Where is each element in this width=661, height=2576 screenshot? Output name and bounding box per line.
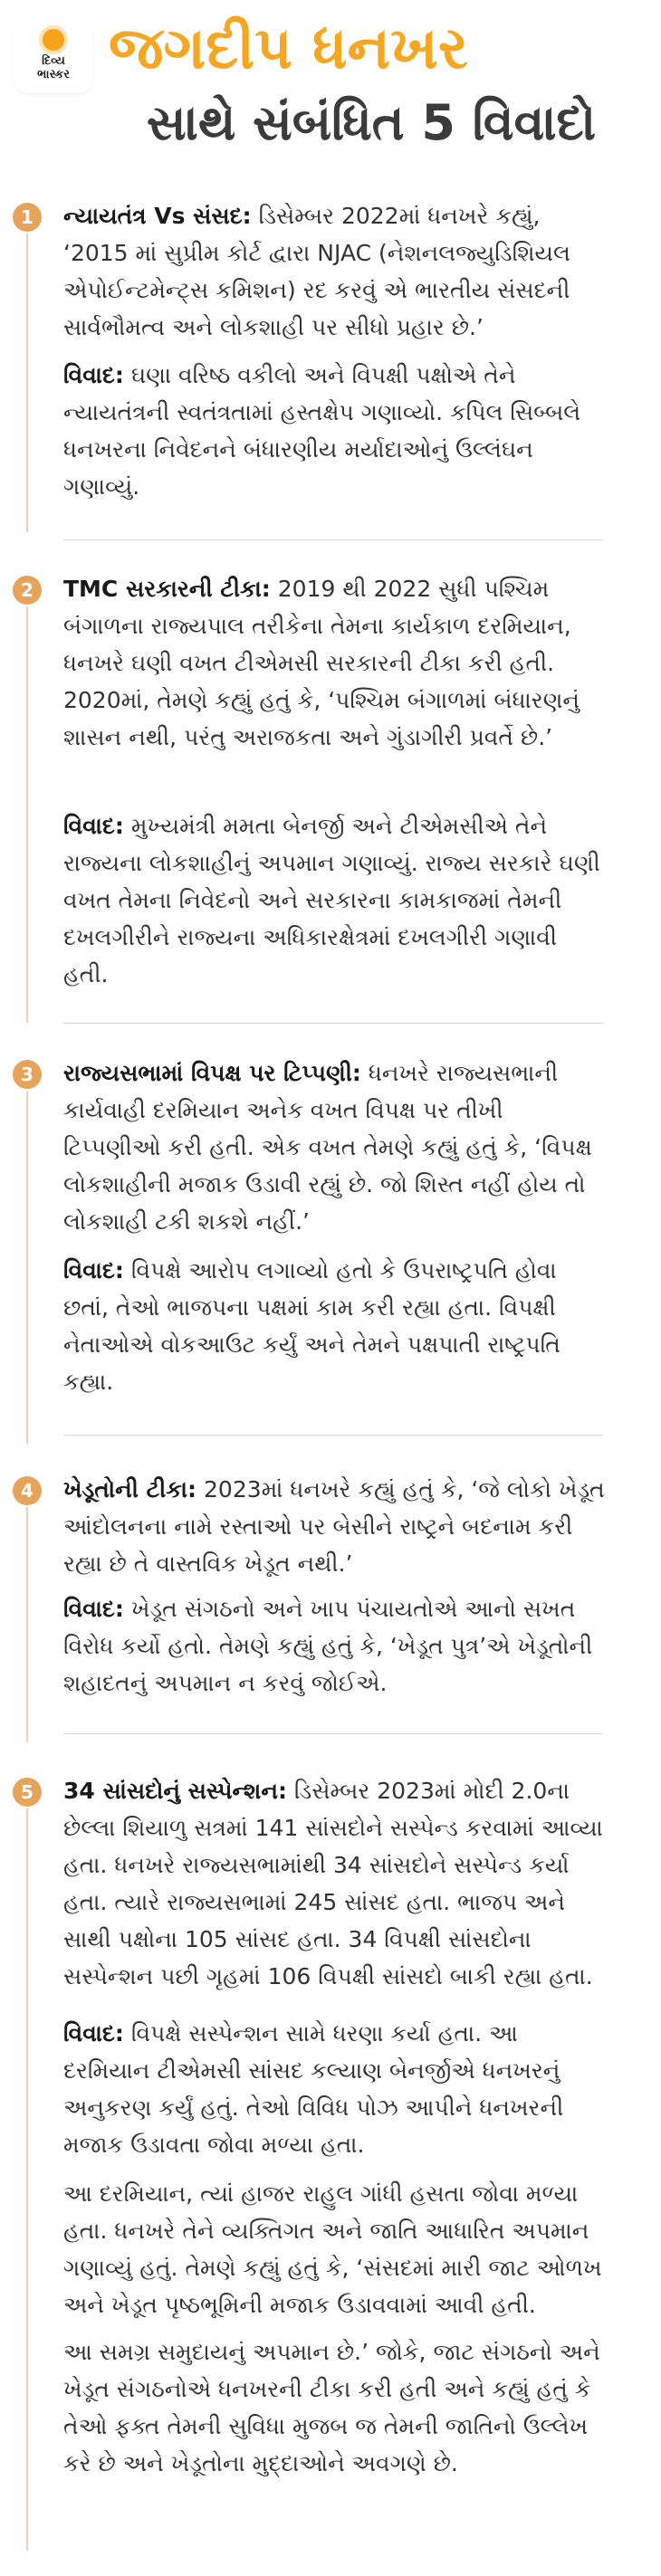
item-number-badge: 2: [13, 576, 42, 605]
dispute-text: વિપક્ષે સસ્પેન્શન સામે ધરણા કર્યા હતા. આ દરમિયાન ટીએમસી સાંસદ કલ્યાણ બેનર્જીએ ધનખરનું અનુકરણ કર્યું હતું. તેઓ વિવિધ પોઝ આપીને ધનખરની મજાક ઉડાવતા જોવા મળ્યા હતા.: [63, 2020, 564, 2158]
item-number-badge: 4: [13, 1476, 42, 1505]
item-text: ડિસેમ્બર 2022માં ધનખરે કહ્યું, ‘2015 માં સુપ્રીમ કોર્ટ દ્વારા NJAC (નેશનલજ્યુડિશિયલ એપોઈન્ટમેન્ટ્સ કમિશન) રદ કરવું એ ભારતીય સંસદની સાર્વભૌમત્વ અને લોકશાહી પર સીધો પ્રહાર છે.’: [63, 203, 570, 340]
item-statement: [63, 1471, 607, 1582]
item-statement: [63, 1772, 607, 1995]
section-divider: [63, 539, 603, 540]
item-number-badge: 3: [13, 1060, 42, 1089]
timeline-line: [26, 234, 28, 532]
brand-logo: [16, 20, 91, 91]
timeline-line: [26, 606, 28, 1023]
controversy-item: [0, 1772, 661, 2560]
page-title: જગદીપ ધનખર: [109, 15, 468, 82]
section-divider: [63, 1733, 603, 1734]
dispute-label: વિવાદ:: [63, 362, 124, 388]
item-extra-paragraph: આ સમગ્ર સમુદાયનું અપમાન છે.’ જોકે, જાટ સંગઠનો અને ખેડૂત સંગઠનોએ ધનખરની ટીકા કરી હતી અને કહ્યું હતું કે તેઓ ફક્ત તેમની સુવિધા મુજબ જ તેમની જાતિનો ઉલ્લેખ કરે છે અને ખેડૂતોના મુદ્દાઓને અવગણે છે.: [63, 2339, 600, 2476]
item-statement: [63, 570, 607, 756]
controversy-item: [0, 197, 661, 532]
section-divider: [63, 1023, 603, 1024]
item-heading: રાજ્યસભામાં વિપક્ષ પર ટિપ્પણી:: [63, 1060, 361, 1086]
item-heading: ખેડૂતોની ટીકા:: [63, 1476, 197, 1503]
dispute-label: વિવાદ:: [63, 2020, 124, 2046]
section-divider: [63, 1435, 603, 1436]
item-heading: ન્યાયતંત્ર Vs સંસદ:: [63, 203, 252, 229]
item-statement: [63, 1054, 607, 1240]
item-heading: TMC સરકારની ટીકા:: [63, 576, 271, 602]
logo-line-1: દિવ્ય: [42, 54, 65, 68]
item-text: 2023માં ધનખરે કહ્યું હતું કે, ‘જે લોકો ખેડૂત આંદોલનના નામે રસ્તાઓ પર બેસીને રાષ્ટ્રને બદનામ કરી રહ્યા છે તે વાસ્તવિક ખેડૂત નથી.’: [63, 1476, 605, 1577]
dispute-label: વિવાદ:: [63, 813, 124, 839]
controversy-item: [0, 1054, 661, 1444]
item-text: 2019 થી 2022 સુધી પશ્ચિમ બંગાળના રાજ્યપાલ તરીકેના તેમના કાર્યકાળ દરમિયાન, ધનખરે ઘણી વખત ટીએમસી સરકારની ટીકા કરી હતી. 2020માં, તેમણે કહ્યું હતું કે, ‘પશ્ચિમ બંગાળમાં બંધારણનું શાસન નથી, પરંતુ અરાજકતા અને ગુંડાગીરી પ્રવર્તે છે.’: [63, 576, 580, 750]
dispute-text: વિપક્ષે આરોપ લગાવ્યો હતો કે ઉપરાષ્ટ્રપતિ હોવા છતાં, તેઓ ભાજપના પક્ષમાં કામ કરી રહ્યા હતા. વિપક્ષી નેતાઓએ વોકઆઉટ કર્યું અને તેમને પક્ષપાતી રાષ્ટ્રપતિ કહ્યા.: [63, 1257, 560, 1395]
item-dispute: [63, 807, 607, 993]
dispute-text: મુખ્યમંત્રી મમતા બેનર્જી અને ટીએમસીએ તેને રાજ્યના લોકશાહીનું અપમાન ગણાવ્યું. રાજ્ય સરકારે ઘણી વખત તેમના નિવેદનો અને સરકારના કામકાજમાં તેમની દખલગીરીને રાજ્યના અધિકારક્ષેત્રમાં દખલગીરી ગણાવી હતી.: [63, 813, 600, 987]
timeline-line: [26, 1091, 28, 1444]
item-dispute: [63, 1590, 607, 1702]
page-subtitle: સાથે સંબંધિત 5 વિવાદો: [146, 94, 597, 151]
dispute-text: ઘણા વરિષ્ઠ વકીલો અને વિપક્ષી પક્ષોએ તેને ન્યાયતંત્રની સ્વતંત્રતામાં હસ્તક્ષેપ ગણાવ્યો. કપિલ સિબ્બલે ધનખરના નિવેદનને બંધારણીય મર્યાદાઓનું ઉલ્લંઘન ગણાવ્યું.: [63, 362, 581, 500]
dispute-text: ખેડૂત સંગઠનો અને ખાપ પંચાયતોએ આનો સખત વિરોધ કર્યો હતો. તેમણે કહ્યું હતું કે, ‘ખેડૂત પુત્ર’એ ખેડૂતોની શહાદતનું અપમાન ન કરવું જોઈએ.: [63, 1596, 593, 1696]
timeline-line: [26, 1808, 28, 2551]
item-statement: [63, 197, 607, 346]
item-dispute: [63, 2015, 607, 2163]
item-heading: 34 સાંસદોનું સસ્પેન્શન:: [63, 1778, 287, 1804]
dispute-label: વિવાદ:: [63, 1596, 124, 1622]
controversy-item: [0, 570, 661, 1023]
header: [0, 0, 661, 172]
item-text: ધનખરે રાજ્યસભાની કાર્યવાહી દરમિયાન અનેક વખત વિપક્ષ પર તીખી ટિપ્પણીઓ કરી હતી. એક વખત તેમણે કહ્યું હતું કે, ‘વિપક્ષ લોકશાહીની મજાક ઉડાવી રહ્યું છે. જો શિસ્ત નહીં હોય તો લોકશાહી ટકી શકશે નહીં.’: [63, 1060, 592, 1235]
item-extra-paragraph: આ દરમિયાન, ત્યાં હાજર રાહુલ ગાંધી હસતા જોવા મળ્યા હતા. ધનખરે તેને વ્યક્તિગત અને જાતિ આધારિત અપમાન ગણાવ્યું હતું. તેમણે કહ્યું હતું કે, ‘સંસદમાં મારી જાટ ઓળખ અને ખેડૂત પૃષ્ઠભૂમિની મજાક ઉડાવવામાં આવી હતી.: [63, 2180, 602, 2318]
item-number-badge: 5: [13, 1778, 42, 1807]
item-text: ડિસેમ્બર 2023માં મોદી 2.0ના છેલ્લા શિયાળુ સત્રમાં 141 સાંસદોને સસ્પેન્ડ કરવામાં આવ્યા હતા. ધનખરે રાજ્યસભામાંથી 34 સાંસદોને સસ્પેન્ડ કર્યા હતા. ત્યારે રાજ્યસભામાં 245 સાંસદ હતા. ભાજપ અને સાથી પક્ષોના 105 સાંસદ હતા. 34 વિપક્ષી સાંસદોના સસ્પેન્શન પછી ગૃહમાં 106 વિપક્ષી સાંસદો બાકી રહ્યા હતા.: [63, 1778, 603, 1989]
controversy-item: [0, 1471, 661, 1742]
item-dispute: [63, 1252, 607, 1400]
logo-line-2: ભાસ્કર: [37, 68, 70, 81]
item-number-badge: 1: [13, 203, 42, 232]
dispute-label: વિવાદ:: [63, 1257, 124, 1283]
item-dispute: [63, 357, 607, 505]
timeline-line: [26, 1507, 28, 1742]
sun-icon: [43, 29, 64, 51]
